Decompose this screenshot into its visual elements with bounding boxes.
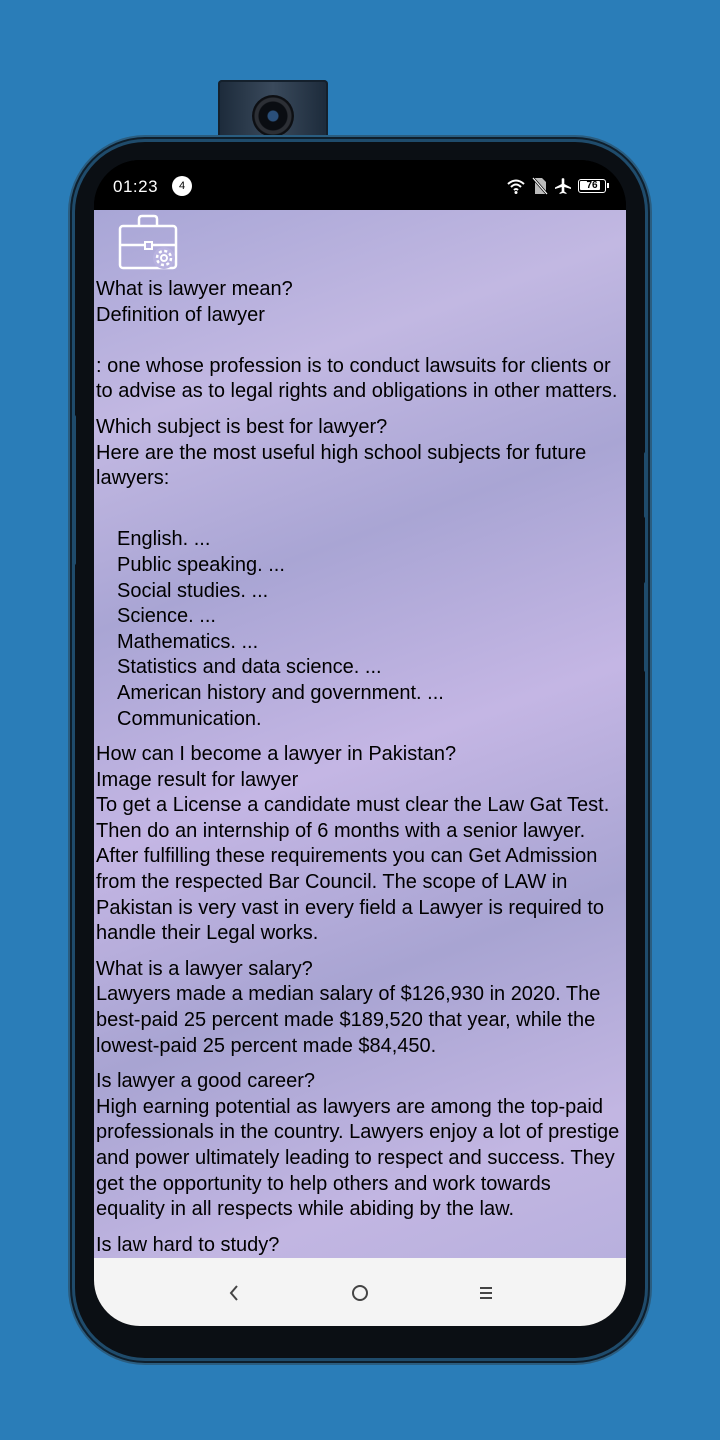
question-heading: What is lawyer mean?: [96, 278, 293, 300]
battery-level-text: 76: [586, 180, 598, 191]
list-item: Public speaking. ...: [117, 553, 285, 576]
status-bar: [94, 160, 626, 210]
home-circle-icon: [350, 1283, 370, 1303]
list-item: American history and government. ...: [117, 681, 444, 704]
battery-icon: [578, 179, 606, 193]
section-pakistan: [96, 742, 624, 947]
article-content[interactable]: [94, 210, 626, 1258]
list-item: Social studies. ...: [117, 579, 269, 602]
wifi-icon: [506, 178, 526, 194]
camera-lens-icon: [252, 95, 294, 137]
navigation-bar: [94, 1258, 626, 1326]
list-item: English. ...: [117, 528, 211, 551]
home-button[interactable]: [345, 1278, 375, 1308]
status-time: 01:23: [113, 177, 159, 196]
notification-badge: 4: [172, 176, 192, 196]
list-item: Science. ...: [117, 605, 216, 628]
airplane-icon: [554, 177, 572, 195]
back-chevron-icon: [227, 1283, 241, 1303]
list-item: Communication.: [117, 707, 262, 730]
status-icons: [506, 176, 606, 196]
answer-text: To get a License a candidate must clear the Law Gat Test. Then do an internship of 6 months with a senior lawyer. After fulfilling these requirements you can Get Admission from the respected Bar Council. The scope of LAW in Pakistan is very vast in every field a Lawyer is required to handle their Legal works.: [96, 794, 610, 945]
section-subjects: [96, 415, 624, 517]
side-button: [644, 582, 648, 672]
question-heading: Is lawyer a good career?: [96, 1070, 316, 1093]
subject-list: [96, 527, 624, 732]
power-button: [644, 452, 648, 518]
question-heading: Is law hard to study?: [96, 1233, 280, 1256]
answer-text: Here are the most useful high school subjects for future lawyers:: [96, 441, 587, 490]
article-text: [96, 277, 624, 1258]
recents-button[interactable]: [471, 1278, 501, 1308]
briefcase-gear-icon: [118, 214, 180, 272]
recents-menu-icon: [477, 1284, 495, 1302]
list-item: Statistics and data science. ...: [117, 656, 382, 679]
phone-screen: [94, 160, 626, 1326]
answer-text: Lawyers made a median salary of $126,930 in 2020. The best-paid 25 percent made $189,520 that year, while the lowest-paid 25 percent made $84,450.: [96, 983, 601, 1057]
popup-camera: [218, 80, 328, 150]
section-definition: [96, 277, 624, 405]
volume-button: [72, 415, 76, 565]
list-item: Mathematics. ...: [117, 630, 259, 653]
back-button[interactable]: [219, 1278, 249, 1308]
answer-text: : one whose profession is to conduct lawsuits for clients or to advise as to legal rights and obligations in other matters.: [96, 354, 618, 403]
section-salary: [96, 957, 624, 1059]
answer-text: High earning potential as lawyers are among the top-paid professionals in the country. Lawyers enjoy a lot of prestige and power ultimately leading to respect and success. They get the opportunity to help others and work towards equality in all respects while abiding by the law.: [96, 1095, 620, 1221]
question-heading: Which subject is best for lawyer?: [96, 415, 388, 438]
question-heading: What is a lawyer salary?: [96, 957, 313, 980]
question-subheading: Image result for lawyer: [96, 768, 299, 791]
section-career: [96, 1069, 624, 1223]
no-sim-icon: [532, 177, 548, 195]
question-subheading: Definition of lawyer: [96, 303, 265, 326]
section-partial: [96, 1233, 624, 1258]
question-heading: How can I become a lawyer in Pakistan?: [96, 743, 457, 766]
